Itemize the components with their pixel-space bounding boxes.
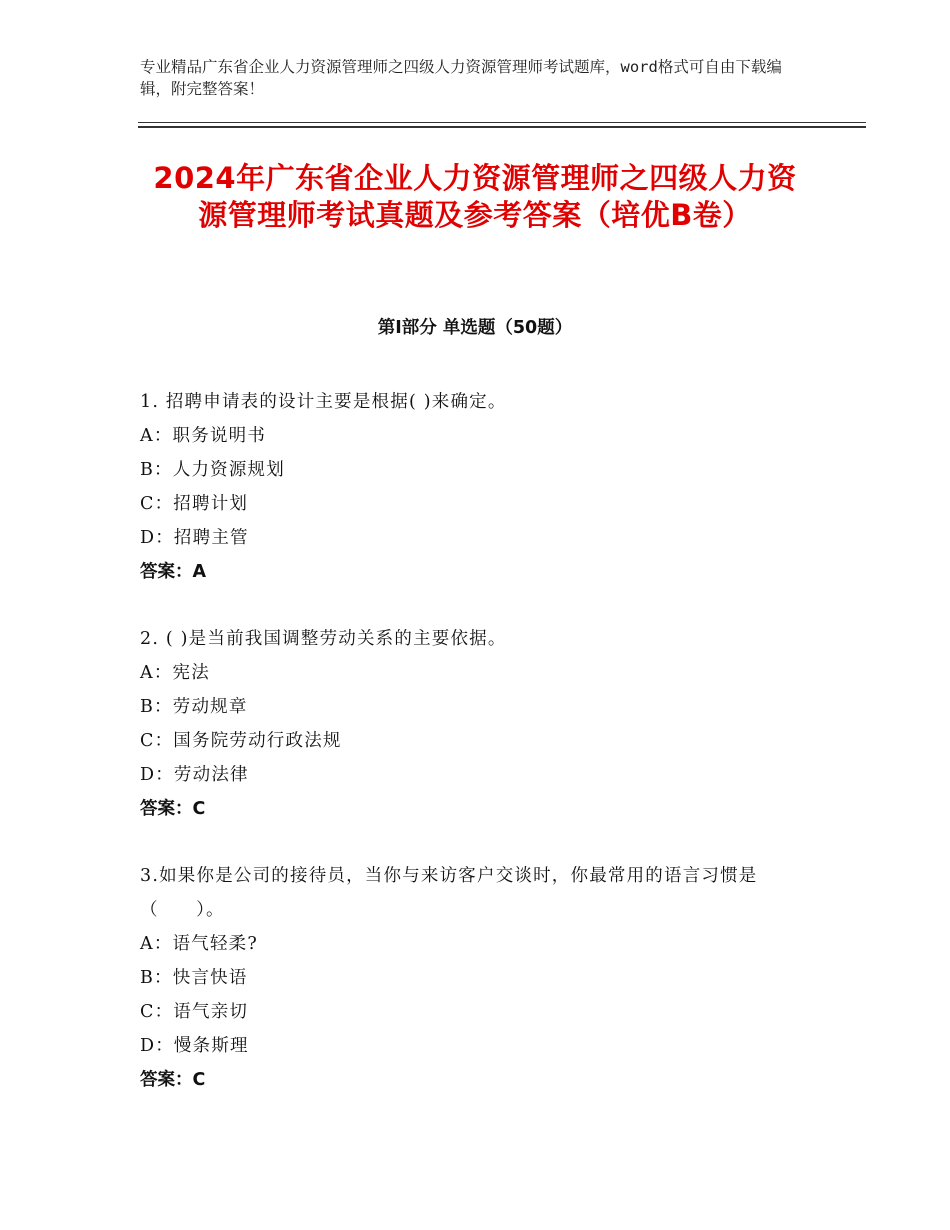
option-c: C：国务院劳动行政法规 xyxy=(140,731,342,751)
option-b: B：人力资源规划 xyxy=(140,460,285,480)
question-item xyxy=(140,622,830,826)
option-c: C：招聘计划 xyxy=(140,494,249,514)
option-d: D：慢条斯理 xyxy=(140,1036,249,1056)
option-a: A：职务说明书 xyxy=(140,426,267,446)
header-divider-thick xyxy=(138,126,866,128)
section-title: 第Ⅰ部分 单选题（50题） xyxy=(377,318,573,338)
document-title: 2024年广东省企业人力资源管理师之四级人力资源管理师考试真题及参考答案（培优B卷） xyxy=(153,161,797,232)
option-b: B：劳动规章 xyxy=(140,697,248,717)
question-item xyxy=(140,859,830,1097)
option-d: D：劳动法律 xyxy=(140,765,249,785)
option-b: B：快言快语 xyxy=(140,968,248,988)
header-note: 专业精品广东省企业人力资源管理师之四级人力资源管理师考试题库，word格式可自由下载编辑，附完整答案！ xyxy=(140,58,782,98)
question-text: 1. 招聘申请表的设计主要是根据( )来确定。 xyxy=(140,392,507,412)
question-list xyxy=(140,385,830,1130)
question-text: 2. ( )是当前我国调整劳动关系的主要依据。 xyxy=(140,629,507,649)
answer-line: 答案：A xyxy=(140,562,207,582)
answer-line: 答案：C xyxy=(140,1070,206,1090)
header-divider-thin xyxy=(138,122,866,123)
option-a: A：语气轻柔? xyxy=(140,934,258,954)
option-d: D：招聘主管 xyxy=(140,528,249,548)
answer-line: 答案：C xyxy=(140,799,206,819)
option-c: C：语气亲切 xyxy=(140,1002,249,1022)
question-text: 3.如果你是公司的接待员，当你与来访客户交谈时，你最常用的语言习惯是（ ）。 xyxy=(140,866,758,920)
option-a: A：宪法 xyxy=(140,663,210,683)
question-item xyxy=(140,385,830,589)
